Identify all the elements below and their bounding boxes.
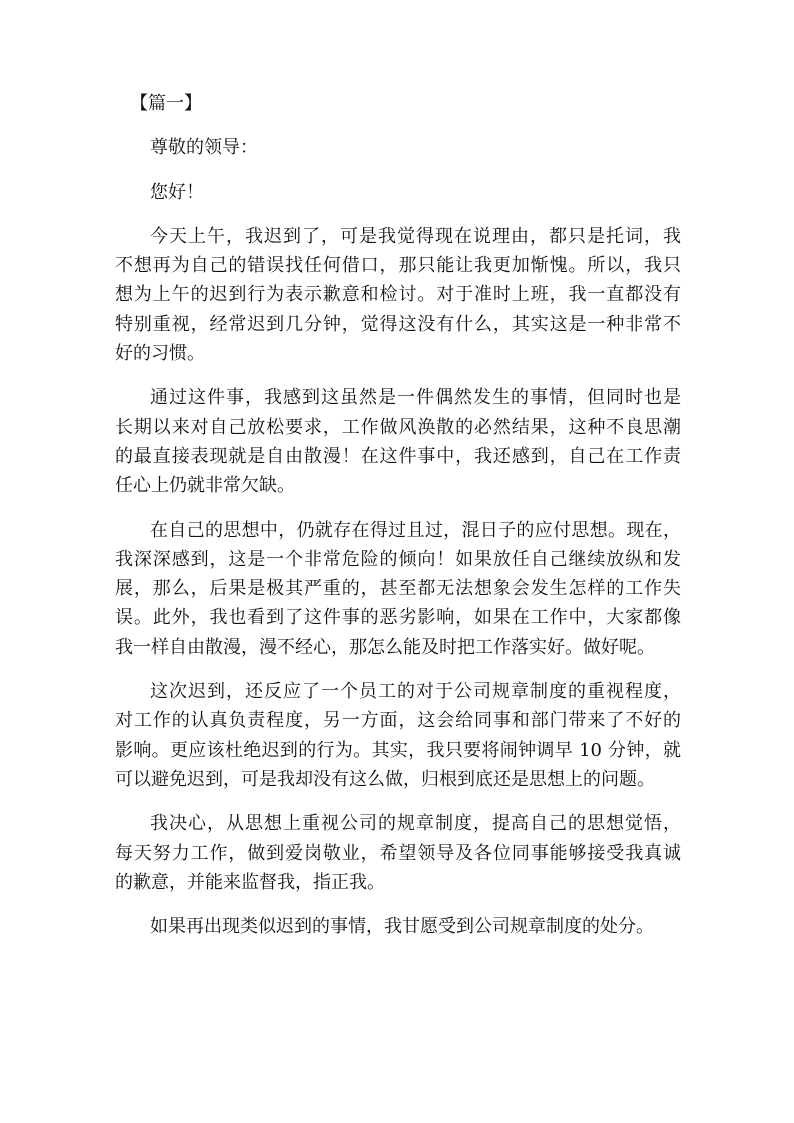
section-title: 【篇一】 (130, 93, 202, 114)
salutation: 尊敬的领导： (150, 137, 258, 159)
paragraph-line: 今天上午，我迟到了，可是我觉得现在说理由，都只是托词，我 (150, 225, 681, 247)
paragraph-line: 我决心，从思想上重视公司的规章制度，提高自己的思想觉悟， (150, 813, 681, 835)
paragraph-line: 特别重视，经常迟到几分钟，觉得这没有什么，其实这是一种非常不 (115, 313, 681, 335)
paragraph-line: 可以避免迟到，可是我却没有这么做，归根到底还是思想上的问题。 (115, 768, 655, 790)
paragraph-line: 每天努力工作，做到爱岗敬业，希望领导及各位同事能够接受我真诚 (115, 842, 681, 864)
paragraph-line: 想为上午的迟到行为表示歉意和检讨。对于准时上班，我一直都没有 (115, 284, 681, 306)
paragraph-6 (115, 912, 681, 941)
paragraph-line: 展，那么，后果是极其严重的，甚至都无法想象会发生怎样的工作失 (115, 578, 681, 600)
paragraph-line: 我一样自由散漫，漫不经心，那怎么能及时把工作落实好。做好呢。 (115, 636, 655, 658)
paragraph-5 (115, 809, 681, 897)
paragraph-4 (115, 677, 681, 794)
paragraph-line: 这次迟到，还反应了一个员工的对于公司规章制度的重视程度， (150, 681, 681, 703)
paragraph-line: 误。此外，我也看到了这件事的恶劣影响，如果在工作中，大家都像 (115, 607, 681, 629)
paragraph-2 (115, 383, 681, 500)
paragraph-line: 的歉意，并能来监督我，指正我。 (115, 871, 385, 893)
paragraph-line: 我深深感到，这是一个非常危险的倾向！如果放任自己继续放纵和发 (115, 548, 681, 570)
paragraph-line: 任心上仍就非常欠缺。 (115, 475, 295, 497)
paragraph-line: 在自己的思想中，仍就存在得过且过，混日子的应付思想。现在， (150, 519, 681, 541)
paragraph-line: 长期以来对自己放松要求，工作做风涣散的必然结果，这种不良思潮 (115, 416, 681, 438)
paragraph-line: 不想再为自己的错误找任何借口，那只能让我更加惭愧。所以，我只 (115, 255, 681, 277)
paragraph-line: 的最直接表现就是自由散漫！在这件事中，我还感到，自己在工作责 (115, 445, 681, 467)
paragraph-line: 好的习惯。 (115, 343, 205, 365)
paragraph-line: 对工作的认真负责程度，另一方面，这会给同事和部门带来了不好的 (115, 710, 681, 732)
document-body (115, 89, 681, 941)
paragraph-line: 影响。更应该杜绝迟到的行为。其实，我只要将闹钟调早 10 分钟，就 (115, 739, 681, 761)
greeting: 您好！ (150, 181, 204, 203)
paragraph-3 (115, 516, 681, 662)
paragraph-line: 通过这件事，我感到这虽然是一件偶然发生的事情，但同时也是 (150, 387, 681, 409)
paragraph-1 (115, 222, 681, 368)
paragraph-line: 如果再出现类似迟到的事情，我甘愿受到公司规章制度的处分。 (150, 916, 654, 938)
